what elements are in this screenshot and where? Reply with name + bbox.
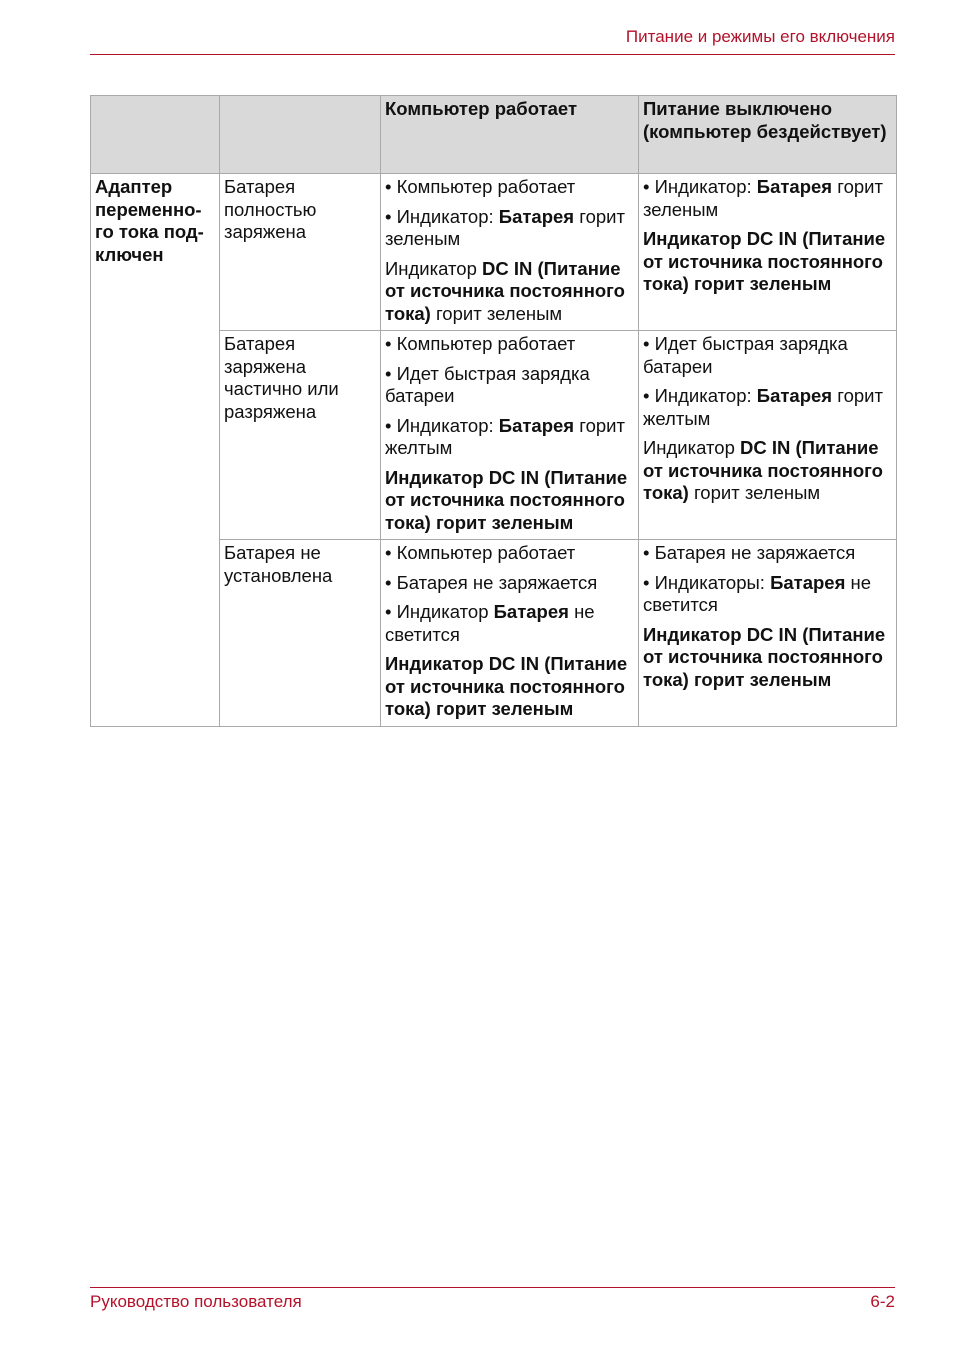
battery-state-cell: Батарея заряжена частично или разряжена — [220, 331, 381, 540]
cell-line: • Компьютер работает — [385, 542, 576, 563]
header-cell-blank-2 — [220, 96, 381, 174]
cell-line: • Индикатор Батарея не светится — [385, 601, 595, 645]
cell-line: • Идет быстрая зарядка батареи — [643, 333, 848, 377]
cell-line: Индикатор DC IN (Питание от источника постоянного тока) горит зеленым — [385, 257, 625, 324]
header-cell-blank-1 — [91, 96, 220, 174]
table-header-row — [91, 96, 897, 174]
power-off-cell — [639, 540, 897, 727]
cell-line: • Индикатор: Батарея горит желтым — [385, 414, 625, 458]
power-off-cell — [639, 174, 897, 331]
header-cell-computer-on: Компьютер работает — [381, 96, 639, 174]
cell-line: Индикатор DC IN (Питание от источника постоянного тока) горит зеленым — [385, 653, 628, 719]
computer-on-cell — [381, 331, 639, 540]
computer-on-cell — [381, 174, 639, 331]
header-cell-power-off: Питание выключено (компьютер бездействует) — [639, 96, 897, 174]
table-row — [91, 174, 897, 331]
cell-line: • Идет быстрая зарядка батареи — [385, 362, 590, 406]
computer-on-cell — [381, 540, 639, 727]
group-cell-ac-adapter: Адаптер переменно-го тока под-ключен — [91, 174, 220, 727]
cell-line: • Батарея не заряжается — [643, 542, 856, 563]
cell-line: Индикатор DC IN (Питание от источника постоянного тока) горит зеленым — [643, 228, 886, 294]
cell-line: • Компьютер работает — [385, 333, 576, 354]
cell-line: • Индикатор: Батарея горит желтым — [643, 385, 883, 429]
cell-line: • Индикатор: Батарея горит зеленым — [643, 176, 883, 220]
running-header: Питание и режимы его включения — [625, 27, 895, 46]
cell-line: Индикатор DC IN (Питание от источника постоянного тока) горит зеленым — [643, 623, 886, 690]
footer-rule — [90, 1287, 895, 1288]
footer-title: Руководство пользователя — [90, 1292, 302, 1311]
battery-state-cell: Батарея полностью заряжена — [220, 174, 381, 331]
cell-line: Индикатор DC IN (Питание от источника постоянного тока) горит зеленым — [385, 466, 628, 533]
battery-state-cell: Батарея не установлена — [220, 540, 381, 727]
header-rule — [90, 54, 895, 55]
cell-line: Индикатор DC IN (Питание от источника постоянного тока) горит зеленым — [643, 437, 883, 503]
cell-line: • Батарея не заряжается — [385, 571, 598, 593]
cell-line: • Индикаторы: Батарея не светится — [643, 571, 872, 615]
power-status-table — [90, 95, 897, 727]
power-off-cell — [639, 331, 897, 540]
page-number: 6-2 — [870, 1292, 895, 1311]
cell-line: • Компьютер работает — [385, 176, 576, 197]
cell-line: • Индикатор: Батарея горит зеленым — [385, 205, 625, 249]
